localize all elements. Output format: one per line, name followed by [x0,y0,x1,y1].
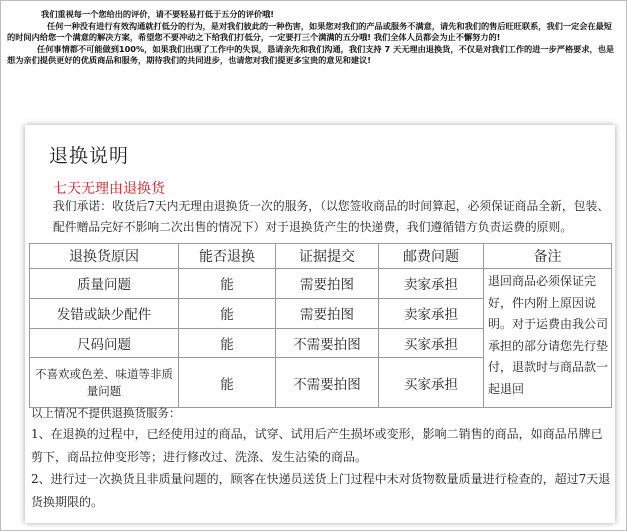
table-cell: 买家承担 [379,358,484,408]
table-header: 备注 [484,244,612,269]
table-header: 退换货原因 [30,244,179,269]
table-cell: 能 [179,298,276,328]
section-subtitle: 七天无理由退换货 [53,181,165,197]
table-cell: 不需要拍图 [276,328,379,358]
return-policy-table [29,243,612,408]
table-note-cell: 退回商品必须保证完好，件内附上原因说明。对于运费由我公司承担的部分请您先行垫付，退款时与商品款一起退回 [484,269,612,408]
section-title: 退换说明 [49,145,130,167]
table-cell: 能 [179,328,276,358]
table-cell: 需要拍图 [276,298,379,328]
table-cell: 不需要拍图 [276,358,379,408]
intro-notice [7,9,619,67]
table-cell: 不喜欢或色差、味道等非质量问题 [30,358,179,408]
table-header: 邮费问题 [379,244,484,269]
table-cell: 需要拍图 [276,269,379,299]
table-header: 能否退换 [179,244,276,269]
policy-description [53,196,613,238]
exclusions [31,406,613,513]
exclusions-heading: 以上情况不提供退换货服务： [31,406,181,420]
table-cell: 买家承担 [379,328,484,358]
table-cell: 质量问题 [30,269,179,299]
table-cell: 卖家承担 [379,298,484,328]
table-header: 证据提交 [276,244,379,269]
table-header-row [30,244,612,269]
table-cell: 发错或缺少配件 [30,298,179,328]
exclusion-item-1: 1、在退换的过程中，已经使用过的商品，试穿、试用后产生损坏或变形，影响二销售的商品，如商品吊牌已剪下，商品拉伸变形等；进行修改过、洗涤、发生沾染的商品。 [31,427,603,464]
table-row [30,269,612,299]
table-cell: 能 [179,358,276,408]
intro-paragraph-1: 我们重视每一个您给出的评价，请不要轻易打低于五分的评价哦! [41,9,274,19]
intro-paragraph-3: 任何事情都不可能做到100%，如果我们出现了工作中的失误，恳请亲先和我们沟通，我们支持 7 天无理由退换货，不仅是对我们工作的进一步严格要求，也是想为亲们提供更好的优质商品和服务，期待我们的共同进步，也请您对我们提更多宝贵的意见和建议! [7,43,615,65]
policy-description-text: 我们承诺：收货后7天内无理由退换货一次的服务，（以您签收商品的时间算起，必须保证商品全新，包装、配件赠品完好不影响二次出售的情况下）对于退换货产生的快递费，我们遵循错方负责运费的原则。 [53,199,610,234]
intro-paragraph-2: 任何一种没有进行有效沟通就打低分的行为，是对我们彼此的一种伤害，如果您对我们的产品或服务不满意，请先和我们的售后旺旺联系，我们一定会在最短的时间内给您一个满意的解决方案，希望您不要冲动之下给我们打低分，一定要打三个满满的五分哦! 我们全体人员都会为止不懈努力的! [7,20,612,42]
table-cell: 尺码问题 [30,328,179,358]
table-cell: 能 [179,269,276,299]
table-cell: 卖家承担 [379,269,484,299]
exclusion-item-2: 2、进行过一次换货且非质量问题的，顾客在快递员送货上门过程中未对货物数量质量进行检查的，超过7天退货换期限的。 [31,472,611,509]
